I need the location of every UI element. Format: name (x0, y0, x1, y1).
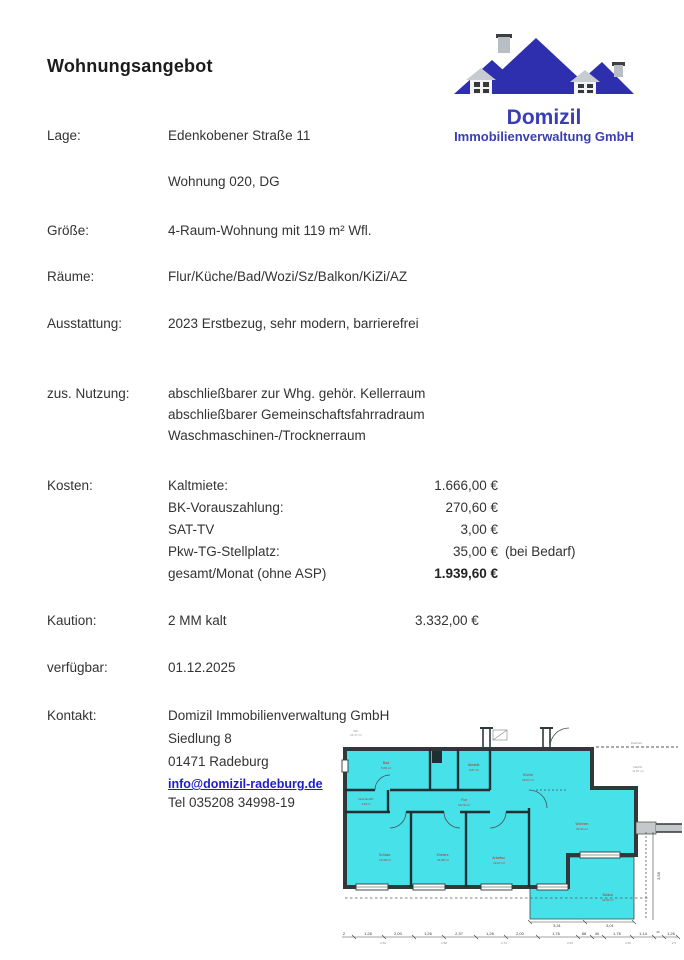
room-area: 22.92 m² (602, 898, 614, 902)
kosten-item-note: (bei Bedarf) (505, 544, 576, 559)
company-logo (437, 34, 651, 145)
kosten-item-name: Kaltmiete: (168, 478, 229, 493)
kosten-item-name: gesamt/Monat (ohne ASP) (168, 566, 327, 581)
ausstattung-label: Ausstattung: (47, 316, 123, 331)
kontakt-label: Kontakt: (47, 708, 97, 723)
dim-chain-sub: 2,50 (625, 941, 631, 945)
page-title: Wohnungsangebot (47, 56, 213, 76)
groesse-label: Größe: (47, 223, 90, 238)
dim-chain-sub: 2,63 (567, 941, 573, 945)
dim-chain: 2,37 (455, 931, 463, 936)
dim-chain: 1,14 (639, 931, 647, 936)
zus-nutzung-line2: abschließbarer Gemeinschaftsfahrradraum (168, 407, 425, 422)
dim-chain: 1,76 (552, 931, 560, 936)
dim-chain-sub: 2,74 (501, 941, 507, 945)
kosten-item-value: 1.666,00 € (434, 478, 498, 493)
room-area: 2.26 m² (361, 803, 371, 806)
annotation: Wfl. (353, 729, 359, 733)
kontakt-phone: Tel 035208 34998-19 (168, 795, 295, 810)
kosten-item-name: Pkw-TG-Stellplatz: (168, 544, 280, 559)
room-label: Flur (460, 798, 468, 802)
floorplan-structure (342, 728, 682, 920)
roofs-logo-icon (454, 34, 634, 100)
room-area: 12.98 m² (379, 858, 391, 862)
room-area: 2.87 m² (468, 768, 480, 772)
logo-company-name: Domizil (506, 106, 582, 129)
dim-chain: 1,26 (364, 931, 372, 936)
dim-right-vertical: 3,58 (656, 872, 661, 880)
room-label: Kinderz. (436, 853, 450, 857)
dim-chain: 26 (656, 930, 660, 934)
kosten-item-name: SAT-TV (168, 522, 215, 537)
room-area: 13.07 m² (522, 778, 534, 782)
groesse-value: 4-Raum-Wohnung mit 119 m² Wfl. (168, 223, 372, 238)
room-label: Abstellr. (467, 763, 481, 767)
kosten-item-value: 35,00 € (452, 544, 498, 559)
room-label: Küche (523, 773, 533, 777)
annotation: Dachterr. (630, 741, 644, 745)
dim-chain: 2,00 (516, 931, 524, 936)
room-label: Dusche-WC (358, 797, 374, 801)
room-area: 10.76 m² (458, 803, 470, 807)
annotation: 24.37 m² (350, 733, 362, 737)
annotation: Dachfl. (633, 765, 643, 769)
dim-chain-sub: 2,5 (671, 941, 677, 945)
dim-chain-sub: 2,58 (441, 941, 447, 945)
verfuegbar-value: 01.12.2025 (168, 660, 236, 675)
raeume-value: Flur/Küche/Bad/Wozi/Sz/Balkon/KiZi/AZ (168, 269, 408, 284)
zus-nutzung-line3: Waschmaschinen-/Trocknerraum (168, 428, 366, 443)
room-label: Arbeitsz. (492, 856, 506, 860)
logo-company-subtitle: Immobilienverwaltung GmbH (454, 129, 634, 144)
room-label: Bad (382, 761, 390, 765)
lage-street: Edenkobener Straße 11 (168, 128, 311, 143)
kontakt-city: 01471 Radeburg (168, 754, 269, 769)
kosten-item-name: BK-Vorauszahlung: (168, 500, 284, 515)
room-area: 5.06 m² (380, 766, 392, 770)
floorplan-image (340, 724, 682, 958)
dim-chain-sub: 2,50 (380, 941, 386, 945)
dim-balcony-left: 3,31 (553, 923, 561, 928)
kontakt-email-link[interactable]: info@domizil-radeburg.de (168, 777, 323, 791)
kaution-text: 2 MM kalt (168, 613, 227, 628)
room-label: Wohnen (575, 822, 589, 826)
lage-label: Lage: (47, 128, 81, 143)
ausstattung-value: 2023 Erstbezug, sehr modern, barrierefrei (168, 316, 419, 331)
verfuegbar-label: verfügbar: (47, 660, 108, 675)
room-area: 13.27 m² (493, 861, 505, 865)
zus-nutzung-line1: abschließbarer zur Whg. gehör. Kellerraum (168, 386, 426, 401)
dim-chain: 1,26 (486, 931, 494, 936)
lage-unit: Wohnung 020, DG (168, 174, 280, 189)
dim-balcony-right: 3,01 (606, 923, 614, 928)
kontakt-company: Domizil Immobilienverwaltung GmbH (168, 708, 390, 723)
dim-chain: 1,26 (424, 931, 432, 936)
room-area: 31.34 m² (576, 827, 588, 831)
room-label: Balkon (602, 893, 614, 897)
kosten-label: Kosten: (47, 478, 93, 493)
dim-chain: 88 (581, 931, 587, 936)
kosten-item-value: 3,00 € (460, 522, 498, 537)
kosten-item-value: 270,60 € (445, 500, 498, 515)
room-area: 14.88 m² (437, 858, 449, 862)
dim-chain: 2,00 (394, 931, 402, 936)
dim-chain: 40 (594, 931, 600, 936)
zus-nutzung-label: zus. Nutzung: (47, 386, 130, 401)
dim-chain: 1,76 (613, 931, 621, 936)
kaution-value: 3.332,00 € (415, 613, 479, 628)
kaution-label: Kaution: (47, 613, 97, 628)
annotation: 11.87 m² (632, 769, 644, 773)
kontakt-street: Siedlung 8 (168, 731, 232, 746)
raeume-label: Räume: (47, 269, 95, 284)
room-label: Schlafz. (378, 853, 392, 857)
kosten-total-value: 1.939,60 € (434, 566, 498, 581)
dim-chain: 2 (342, 931, 346, 936)
dim-chain: 1,26 (667, 931, 675, 936)
